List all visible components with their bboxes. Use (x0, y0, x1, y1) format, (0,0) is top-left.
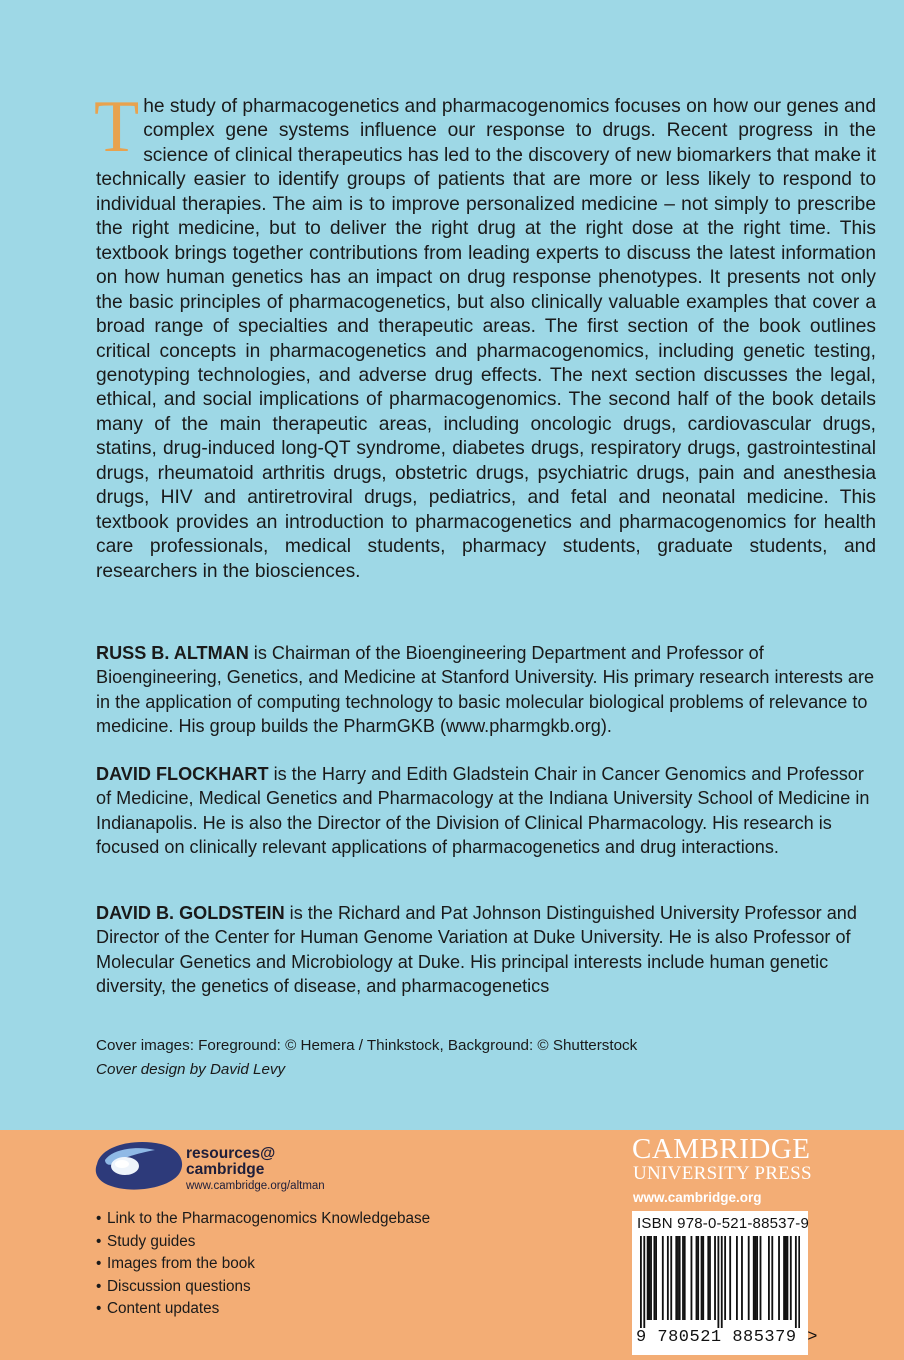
barcode-bar (653, 1236, 655, 1320)
barcode-bar (643, 1236, 645, 1328)
isbn-label: ISBN 978-0-521-88537-9 (637, 1215, 810, 1232)
barcode-bar (701, 1236, 703, 1320)
barcode-bar (768, 1236, 770, 1320)
barcode-bar (790, 1236, 792, 1320)
barcode-bar (729, 1236, 731, 1320)
barcode-bar (736, 1236, 738, 1320)
barcode-bar (684, 1236, 686, 1320)
list-item: • Link to the Pharmacogenomics Knowledgebase (96, 1208, 430, 1231)
bio-name: DAVID FLOCKHART (96, 764, 269, 784)
barcode-bar (798, 1236, 800, 1328)
barcode-bar (702, 1236, 704, 1320)
barcode-bar (650, 1236, 652, 1320)
barcode-bar (760, 1236, 762, 1320)
resources-title-line1: resources@ (186, 1145, 276, 1162)
resources-cambridge-logo-icon (95, 1140, 185, 1192)
barcode-bar (778, 1236, 780, 1320)
drop-cap: T (94, 86, 140, 168)
list-item: • Discussion questions (96, 1276, 430, 1299)
barcode-bar (648, 1236, 650, 1320)
barcode-bar (640, 1236, 642, 1328)
barcode-bar (717, 1236, 719, 1328)
barcode-bar (785, 1236, 787, 1320)
barcode-bar (748, 1236, 750, 1320)
barcode-bar (662, 1236, 664, 1320)
description-text: he study of pharmacogenetics and pharmacogenomics focuses on how our genes and complex gene systems influence our response to drugs. Recent progress in the science of clinical therapeutics has led to the discovery of new biomarkers that make it technically easier to identify groups of patients that are more or less likely to respond to individual therapies. The aim is to improve personalized medicine – not simply to prescribe the right medicine, but to deliver the right drug at the right dose at the right time. This textbook brings together contributions from leading experts to discuss the latest information on how human genetics has an impact on drug response phenotypes. It presents not only the basic principles of pharmacogenetics, but also clinically valuable examples that cover a broad range of specialties and therapeutic areas. The first section of the book outlines critical concepts in pharmacogenetics and pharmacogenomics, including genetic testing, genotyping technologies, and adverse drug effects. The next section discusses the legal, ethical, and social implications of pharmacogenomics. The second half of the book details many of the main therapeutic areas, including oncologic drugs, cardiovascular drugs, statins, drug-induced long-QT syndrome, diabetes drugs, respiratory drugs, gastrointestinal drugs, rheumatoid arthritis drugs, obstetric drugs, psychiatric drugs, pain and anesthesia drugs, HIV and antiretroviral drugs, pediatrics, and fetal and neonatal medicine. This textbook provides an introduction to pharmacogenetics and pharmacogenomics for health care professionals, medical students, pharmacy students, graduate students, and researchers in the biosciences. (96, 96, 876, 582)
barcode-digits: 9 780521 885379 > (636, 1328, 818, 1347)
barcode-bar (753, 1236, 755, 1320)
list-item: • Study guides (96, 1231, 430, 1254)
barcode-bar (696, 1236, 698, 1320)
bio-text: is the Richard and Pat Johnson Distinguished University Professor and Director of the Center for Human Genome Variation at Duke University. He is also Professor of Molecular Genetics and Microbiology at Duke. His principal interests include human genetic diversity, the genetics of disease, and pharmacogenetics (96, 903, 857, 996)
resources-url: www.cambridge.org/altman (186, 1180, 325, 1192)
cover-images-credit: Cover images: Foreground: © Hemera / Thinkstock, Background: © Shutterstock (96, 1037, 638, 1054)
list-item: • Content updates (96, 1298, 430, 1321)
barcode-bar (755, 1236, 757, 1320)
barcode-bar (771, 1236, 773, 1320)
barcode-bar (709, 1236, 711, 1320)
barcode-bar (714, 1236, 716, 1320)
barcode-bars-icon (640, 1236, 800, 1328)
bio-flockhart (96, 762, 876, 859)
barcode-panel (632, 1211, 818, 1355)
barcode-bar (655, 1236, 657, 1320)
description-paragraph (94, 86, 876, 584)
barcode-bar (647, 1236, 649, 1320)
bio-altman (96, 641, 876, 738)
bio-name: DAVID B. GOLDSTEIN (96, 903, 285, 923)
barcode-bar (787, 1236, 789, 1320)
barcode-bar (795, 1236, 797, 1328)
barcode-bar (682, 1236, 684, 1320)
bio-name: RUSS B. ALTMAN (96, 643, 249, 663)
barcode-bar (677, 1236, 679, 1320)
barcode-bar (697, 1236, 699, 1320)
publisher-press: UNIVERSITY PRESS (633, 1163, 812, 1184)
barcode-bar (724, 1236, 726, 1320)
barcode-bar (756, 1236, 758, 1320)
barcode-bar (667, 1236, 669, 1320)
barcode-bar (679, 1236, 681, 1320)
cover-design-credit: Cover design by David Levy (96, 1061, 286, 1078)
barcode-bar (675, 1236, 677, 1320)
barcode-bar (670, 1236, 672, 1320)
resources-title-line2: cambridge (186, 1161, 265, 1178)
barcode-bar (721, 1236, 723, 1328)
bio-text: is the Harry and Edith Gladstein Chair in Cancer Genomics and Professor of Medicine, Medical Genetics and Pharmacology at the Indiana University School of Medicine in Indianapolis. He is also the Director of the Division of Clinical Pharmacology. His research is focused on clinically relevant applications of pharmacogenetics and drug interactions. (96, 764, 870, 857)
bio-text: is Chairman of the Bioengineering Department and Professor of Bioengineering, Genetics, and Medicine at Stanford University. His primary research interests are in the application of computing technology to basic molecular biological problems of relevance to medicine. His group builds the PharmGKB (www.pharmgkb.org). (96, 643, 875, 736)
barcode-bar (783, 1236, 785, 1320)
barcode-bar (741, 1236, 743, 1320)
publisher-url: www.cambridge.org (633, 1190, 762, 1205)
publisher-name: CAMBRIDGE (632, 1133, 811, 1165)
resources-list (96, 1208, 430, 1321)
barcode-bar (707, 1236, 709, 1320)
barcode-bar (691, 1236, 693, 1320)
bio-goldstein (96, 901, 876, 998)
list-item: • Images from the book (96, 1253, 430, 1276)
